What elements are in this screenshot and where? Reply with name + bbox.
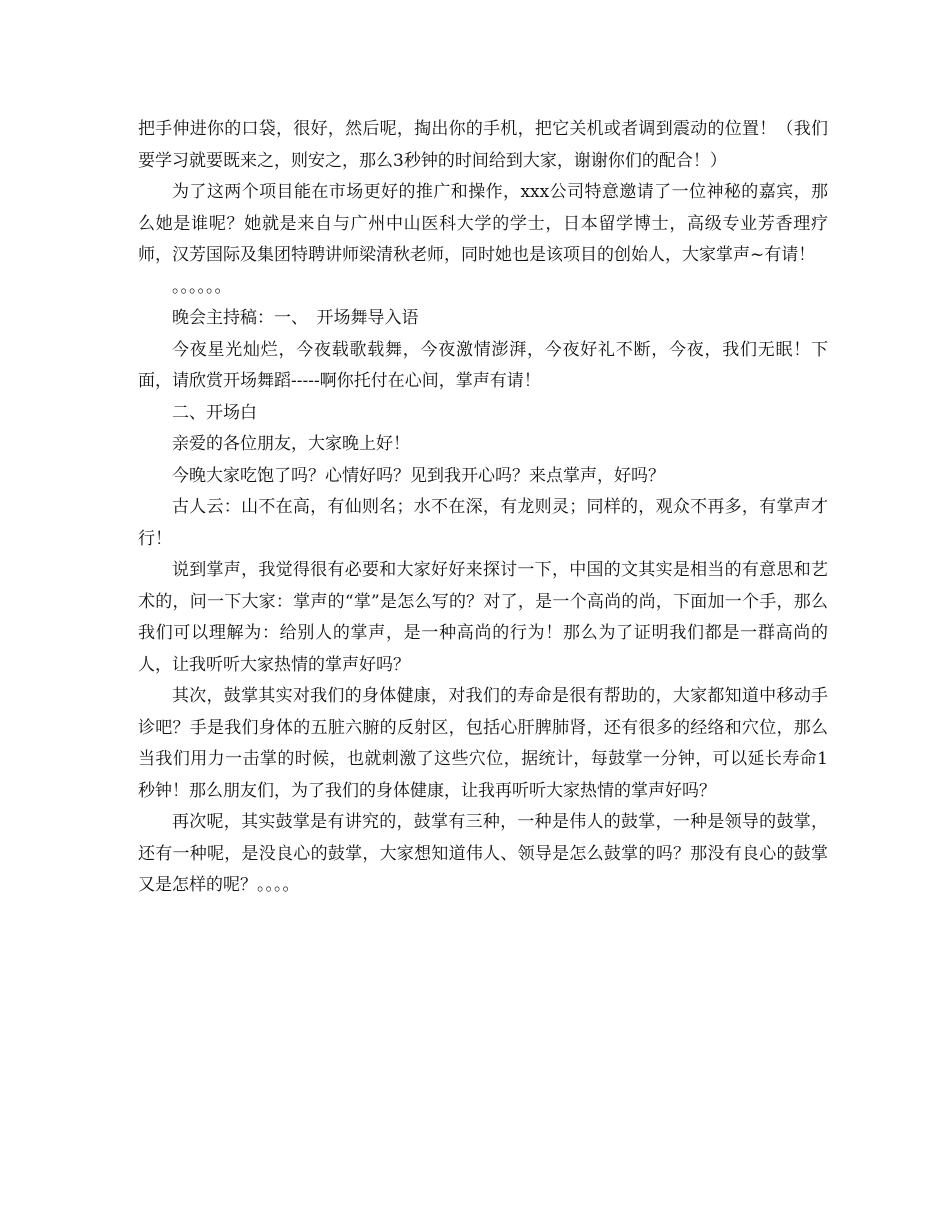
- paragraph-applause-types: 再次呢，其实鼓掌是有讲究的，鼓掌有三种，一种是伟人的鼓掌，一种是领导的鼓掌，还有一种呢，是没良心的鼓掌，大家想知道伟人、领导是怎么鼓掌的吗？那没有良心的鼓掌又是怎样的呢？。。。。: [138, 812, 828, 895]
- paragraph-ancient-saying: 古人云：山不在高，有仙则名；水不在深，有龙则灵；同样的，观众不再多，有掌声才行！: [138, 497, 828, 549]
- section-heading-opening-dance: 晚会主持稿：一、 开场舞导入语: [172, 308, 419, 328]
- paragraph-applause-health: 其次，鼓掌其实对我们的身体健康，对我们的寿命是很有帮助的，大家都知道中移动手诊吧？手是我们身体的五脏六腑的反射区，包括心肝脾肺肾，还有很多的经络和穴位，那么当我们用力一击掌的时候，也就刺激了这些穴位，据统计，每鼓掌一分钟，可以延长寿命1秒钟！那么朋友们，为了我们的身体健康，让我再听听大家热情的掌声好吗？: [138, 686, 828, 801]
- paragraph-phone-reminder: 把手伸进你的口袋，很好，然后呢，掏出你的手机，把它关机或者调到震动的位置！（我们要学习就要既来之，则安之，那么3秒钟的时间给到大家，谢谢你们的配合！）: [138, 119, 828, 171]
- paragraph-questions: 今晚大家吃饱了吗？心情好吗？见到我开心吗？来点掌声，好吗？: [172, 465, 665, 486]
- paragraph-guest-intro: 为了这两个项目能在市场更好的推广和操作，xxx公司特意邀请了一位神秘的嘉宾，那么她是谁呢？她就是来自与广州中山医科大学的学士，日本留学博士，高级专业芳香理疗师，汉芳国际及集团特聘讲师梁清秋老师，同时她也是该项目的创始人，大家掌声~有请！: [138, 182, 828, 265]
- paragraph-ellipsis: 。。。。。。: [172, 276, 232, 297]
- paragraph-applause-meaning: 说到掌声，我觉得很有必要和大家好好来探讨一下，中国的文其实是相当的有意思和艺术的，问一下大家：掌声的“掌”是怎么写的？对了，是一个高尚的尚，下面加一个手，那么我们可以理解为：给别人的掌声，是一种高尚的行为！那么为了证明我们都是一群高尚的人，让我听听大家热情的掌声好吗？: [138, 560, 828, 675]
- section-heading-opening-remarks: 二、开场白: [172, 402, 257, 423]
- paragraph-greeting: 亲爱的各位朋友，大家晚上好！: [172, 434, 410, 454]
- document-body: [138, 114, 828, 902]
- paragraph-opening-dance: 今夜星光灿烂，今夜载歌载舞，今夜激情澎湃，今夜好礼不断，今夜，我们无眠！下面，请欣赏开场舞蹈-----啊你托付在心间，掌声有请！: [138, 339, 828, 391]
